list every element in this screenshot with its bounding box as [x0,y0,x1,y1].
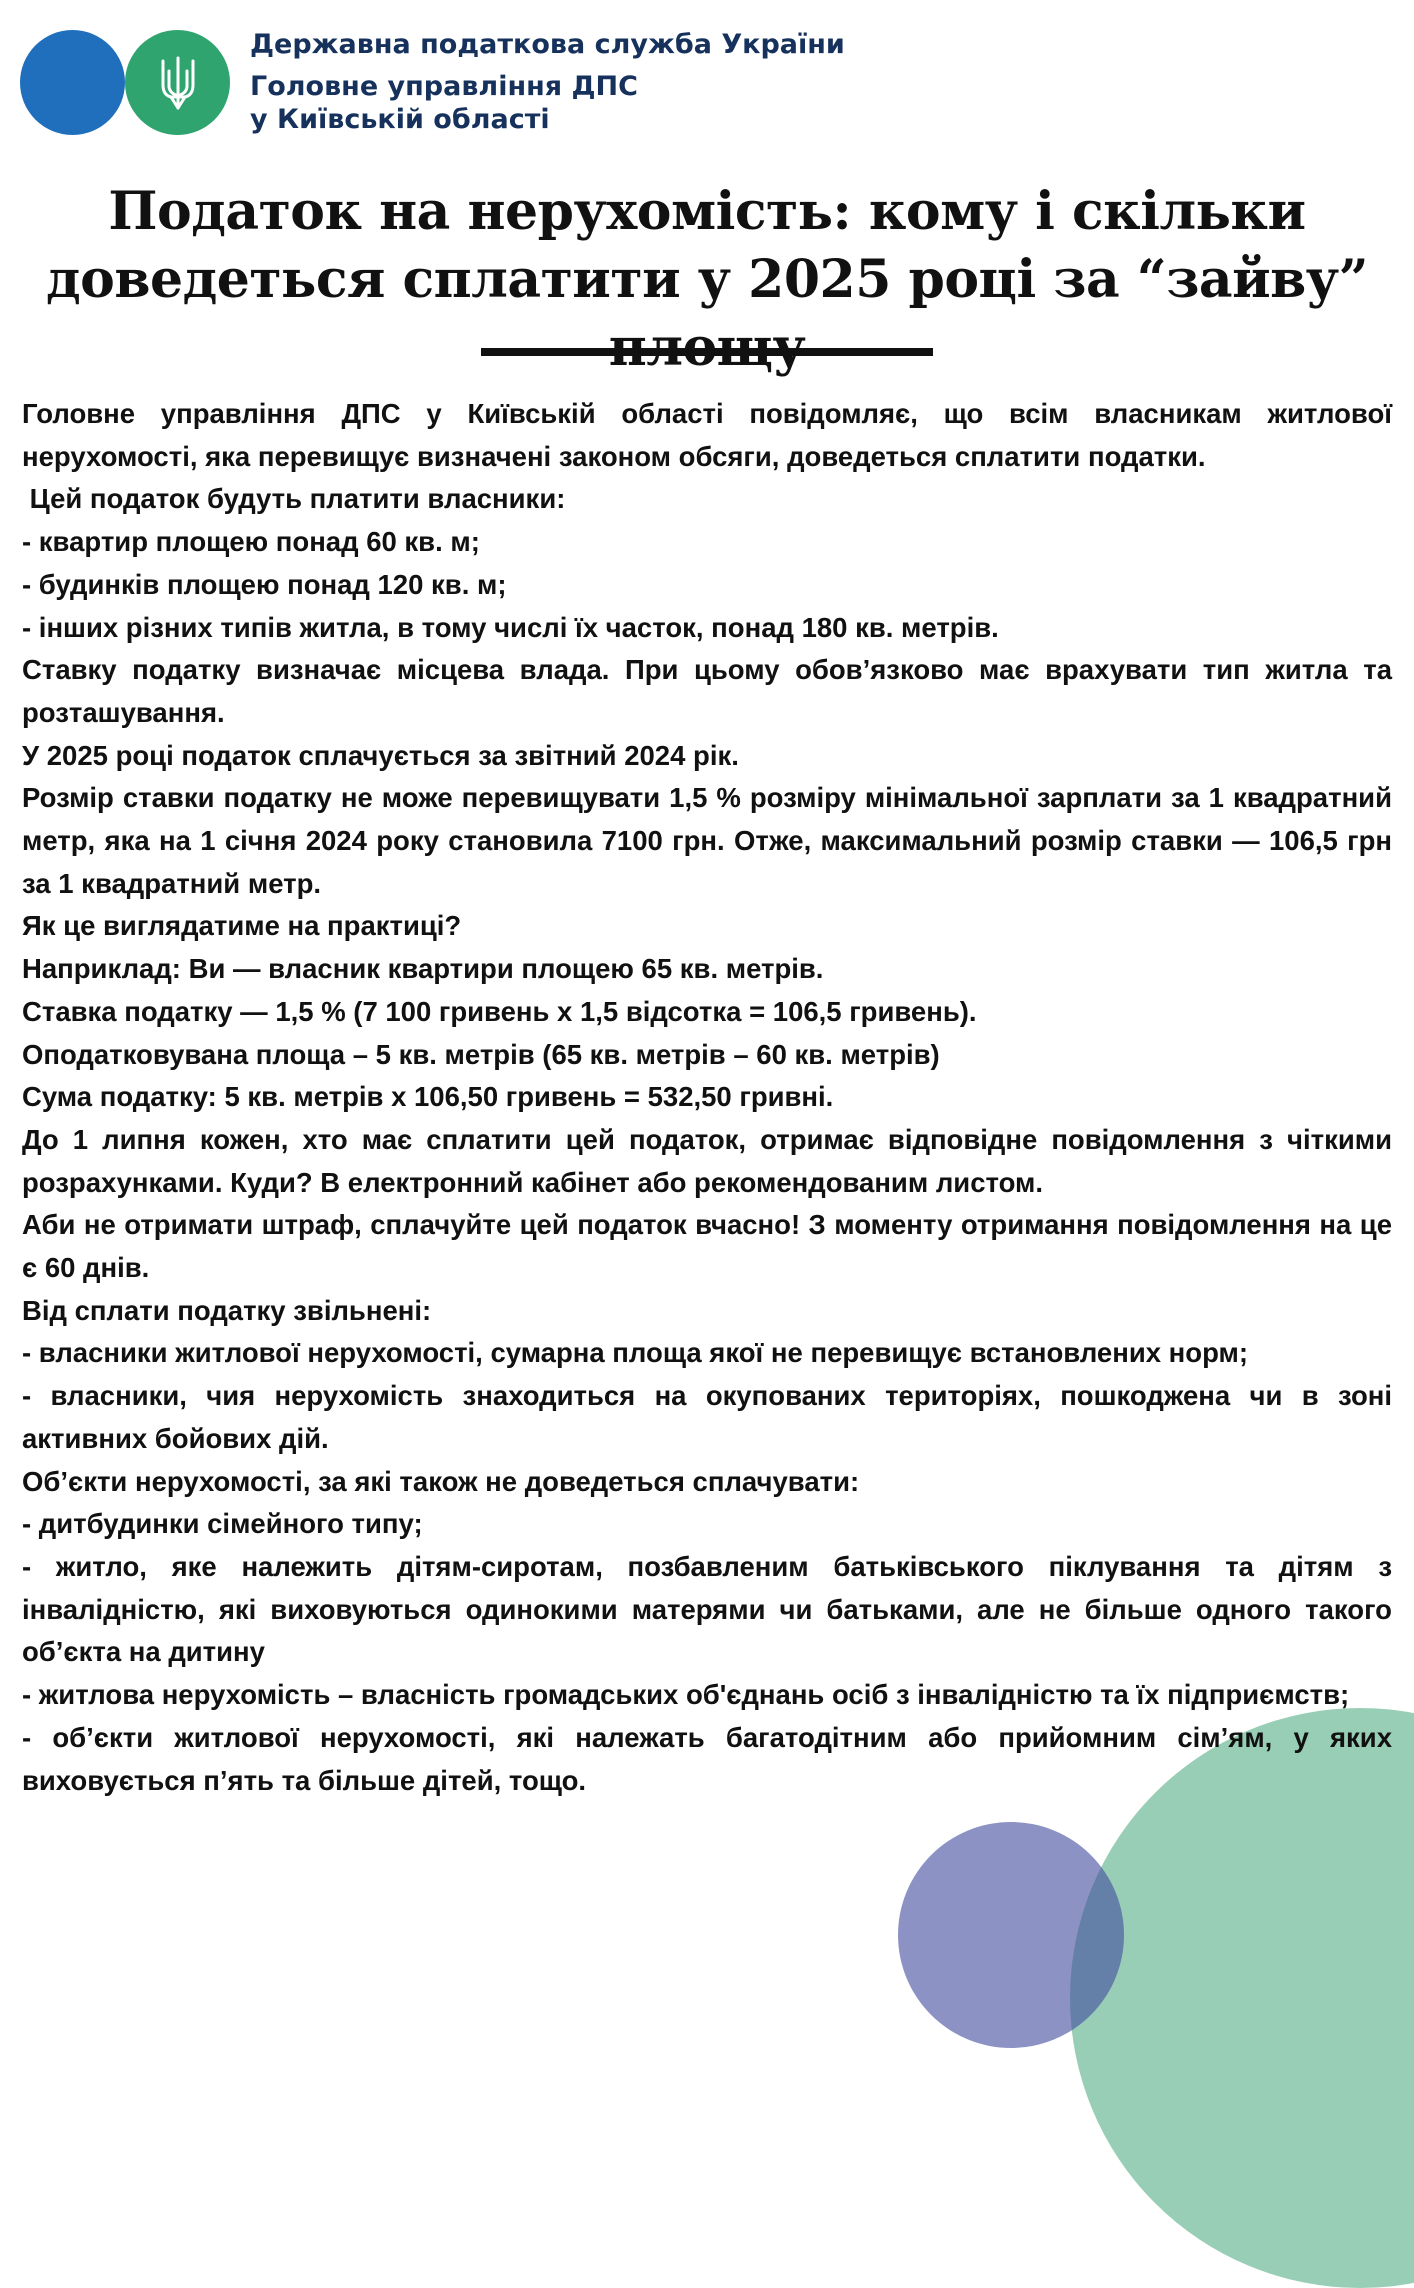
organization-name [250,30,845,136]
logo-blue-circle [20,30,125,135]
decorative-violet-circle [898,1822,1124,2048]
title-divider [481,348,933,356]
list-item: - власники, чия нерухомість знаходиться на окупованих територіях, пошкоджена чи в зоні активних бойових дій. [22,1380,1392,1454]
paragraph: Наприклад: Ви — власник квартири площею 65 кв. метрів. [22,953,824,985]
paragraph: Головне управління ДПС у Київській області повідомляє, що всім власникам житлової нерухомості, яка перевищує визначені законом обсяги, доведеться сплатити податки. [22,398,1392,472]
list-item: - квартир площею понад 60 кв. м; [22,526,480,558]
logo-green-circle [125,30,230,135]
org-national-name: Державна податкова служба України [250,29,845,60]
list-item: - об’єкти житлової нерухомості, які належать багатодітним або прийомним сім’ям, у яких виховується п’ять та більше дітей, тощо. [22,1721,1392,1796]
paragraph: Об’єкти нерухомості, за які також не доведеться сплачувати: [22,1465,860,1497]
paragraph: Розмір ставки податку не може перевищувати 1,5 % розміру мінімальної зарплати за 1 квадратний метр, яка на 1 січня 2024 року становила 7100 грн. Отже, максимальний розмір ставки — 106,5 грн за 1 квадратний метр. [22,782,1392,899]
org-regional-name: Головне управління ДПС у Київській області [250,71,638,135]
list-item: - власники житлової нерухомості, сумарна площа якої не перевищує встановлених норм; [22,1337,1249,1369]
paragraph: Як це виглядатиме на практиці? [22,910,462,942]
paragraph: Ставку податку визначає місцева влада. При цьому обов’язково має врахувати тип житла та розташування. [22,654,1392,728]
list-item: - інших різних типів житла, в тому числі їх часток, понад 180 кв. метрів. [22,611,999,643]
trident-icon [159,55,197,111]
paragraph: Ставка податку — 1,5 % (7 100 гривень х 1,5 відсотка = 106,5 гривень). [22,995,977,1027]
list-item: - дитбудинки сімейного типу; [22,1508,423,1540]
article-body [22,393,1392,1802]
paragraph: Аби не отримати штраф, сплачуйте цей податок вчасно! З моменту отримання повідомлення на це є 60 днів. [22,1209,1392,1284]
page-title: Податок на нерухомість: кому і скільки доведеться сплатити у 2025 році за “зайву” [46,181,1368,310]
list-item: - житлова нерухомість – власність громадських об'єднань осіб з інвалідністю та їх підприємств; [22,1679,1350,1711]
header [20,30,1414,140]
paragraph: До 1 липня кожен, хто має сплатити цей податок, отримає відповідне повідомлення з чіткими розрахунками. Куди? В електронний кабінет або рекомендованим листом. [22,1123,1392,1198]
paragraph: Сума податку: 5 кв. метрів х 106,50 гривень = 532,50 гривні. [22,1081,834,1113]
paragraph: Від сплати податку звільнені: [22,1294,432,1326]
paragraph: У 2025 році податок сплачується за звітний 2024 рік. [22,739,739,771]
list-item: - житло, яке належить дітям-сиротам, позбавленим батьківського піклування та дітям з інвалідністю, які виховуються одинокими матерями чи батьками, але не більше одного такого об’єкта на дитину [22,1550,1392,1668]
paragraph: Оподатковувана площа – 5 кв. метрів (65 кв. метрів – 60 кв. метрів) [22,1038,940,1070]
paragraph: Цей податок будуть платити власники: [22,483,566,515]
list-item: - будинків площею понад 120 кв. м; [22,568,507,600]
